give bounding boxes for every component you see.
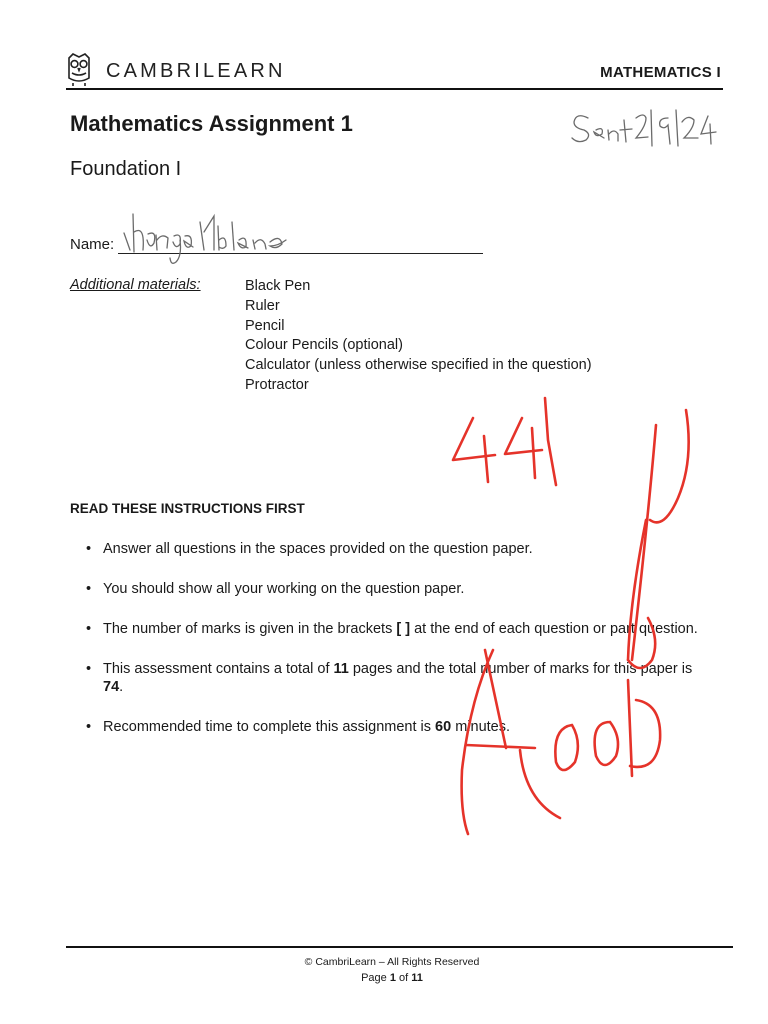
instruction-item: • The number of marks is given in the brackets [ ] at the end of each question or part question. [86,621,698,637]
instruction-item: • This assessment contains a total of 11 pages and the total number of marks for this paper is 74. [86,661,693,695]
footer-divider [66,946,733,948]
bullet-icon: • [86,581,92,597]
name-field[interactable] [118,253,483,254]
copyright-text: © CambriLearn – All Rights Reserved [304,956,480,968]
material-item: Black Pen [245,278,311,294]
material-item: Colour Pencils (optional) [245,337,403,354]
bullet-icon: • [86,661,92,677]
brand-name: CAMBRILEARN [106,60,286,82]
instructions-list [86,540,706,758]
material-item: Calculator (unless otherwise specified in the question) [245,357,592,374]
bullet-icon: • [86,719,92,735]
instruction-item: • Recommended time to complete this assignment is 60 minutes. [86,719,511,735]
document-title: Mathematics Assignment 1 [70,111,353,136]
page-number: Page 1 of 11 [361,972,423,984]
handwritten-sent-date [572,110,716,146]
subject-label: MATHEMATICS I [600,64,721,81]
bullet-icon: • [86,541,92,557]
handwritten-name [124,214,286,263]
header-divider [66,88,723,90]
instruction-item: • Answer all questions in the spaces provided on the question paper. [86,541,533,557]
owl-logo-icon [66,52,92,86]
material-item: Ruler [245,297,280,314]
name-label: Name: [70,236,115,253]
material-item: Protractor [245,376,309,393]
materials-list [245,277,592,396]
document-subtitle: Foundation I [70,158,182,180]
bullet-icon: • [86,621,92,637]
instructions-heading: READ THESE INSTRUCTIONS FIRST [70,501,305,516]
material-item: Pencil [245,317,285,334]
materials-label: Additional materials: [70,277,201,293]
instruction-item: • You should show all your working on the question paper. [86,581,465,597]
